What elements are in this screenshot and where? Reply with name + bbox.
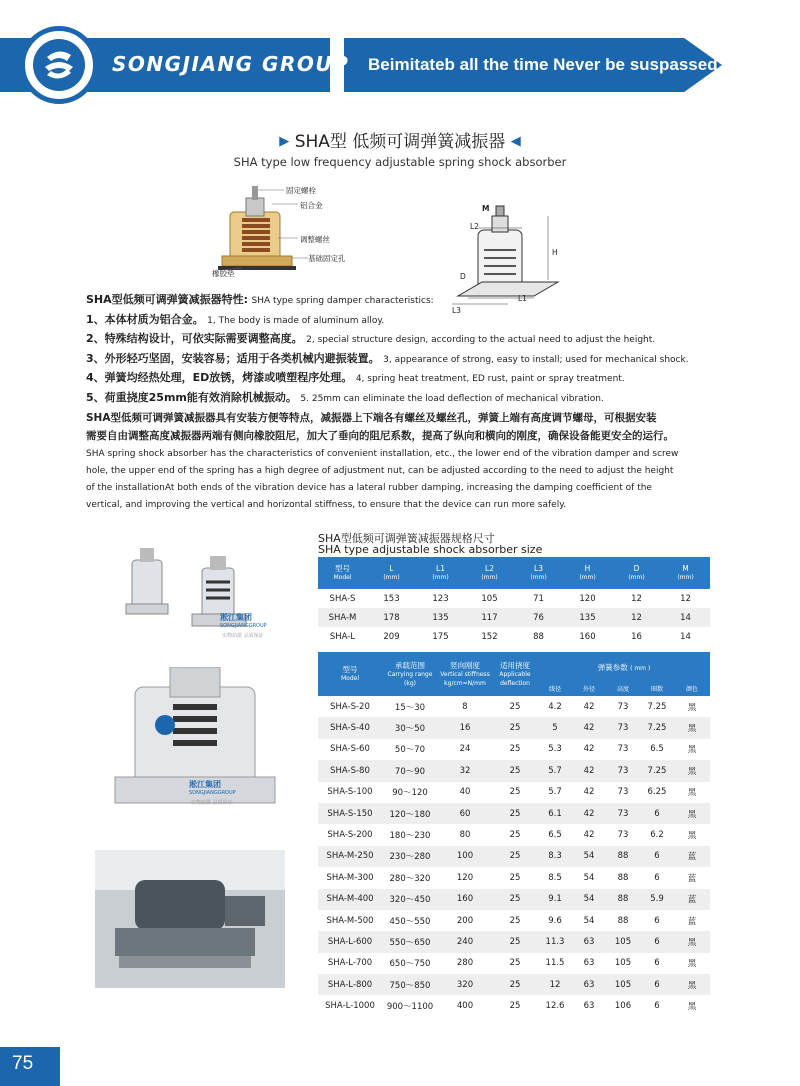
label-d: D xyxy=(460,272,466,281)
table-cell: 209 xyxy=(367,627,416,646)
table-cell: 25 xyxy=(492,931,538,952)
brand-name: SONGJIANG GROUP xyxy=(112,52,350,76)
table-cell: 25 xyxy=(492,867,538,888)
table-cell: 黑 xyxy=(674,953,710,974)
table-cell: 6 xyxy=(640,803,674,824)
table-row xyxy=(318,974,710,995)
table-row xyxy=(318,953,710,974)
table-row xyxy=(318,824,710,845)
table-cell: SHA-S-200 xyxy=(318,824,382,845)
label-pad: 橡胶垫 xyxy=(212,269,235,278)
table-cell: 105 xyxy=(606,974,640,995)
table-cell: 153 xyxy=(367,589,416,608)
table-row xyxy=(318,760,710,781)
table-cell: SHA-L-1000 xyxy=(318,995,382,1016)
table-cell: 5.3 xyxy=(538,739,572,760)
table-cell: 25 xyxy=(492,846,538,867)
table-row xyxy=(318,739,710,760)
label-bolt: 固定螺栓 xyxy=(286,186,316,195)
table-cell: 6.5 xyxy=(538,824,572,845)
machine-installation-photo xyxy=(95,850,285,988)
table-cell: 30～50 xyxy=(382,717,438,738)
table-cell: 5.9 xyxy=(640,889,674,910)
table-cell: 105 xyxy=(606,931,640,952)
table-cell: 120～180 xyxy=(382,803,438,824)
table-cell: 14 xyxy=(661,627,710,646)
table-cell: 240 xyxy=(438,931,492,952)
spec-header-spring: 弹簧参数 ( mm ) xyxy=(538,652,710,683)
label-l3: L3 xyxy=(452,306,461,315)
table-cell: 12 xyxy=(538,974,572,995)
label-alloy: 铝合金 xyxy=(300,201,323,210)
table-cell: 230～280 xyxy=(382,846,438,867)
table-row xyxy=(318,608,710,627)
table-cell: 4.2 xyxy=(538,696,572,717)
table-cell: 900～1100 xyxy=(382,995,438,1016)
spec-subheader-wire: 线径 xyxy=(538,683,572,696)
table-cell: 73 xyxy=(606,803,640,824)
table-cell: 9.1 xyxy=(538,889,572,910)
table-cell: 100 xyxy=(438,846,492,867)
desc-en-line: of the installationAt both ends of the vibration device has a lateral rubber damping, increasing the damping coefficient of the xyxy=(86,482,652,493)
label-hole: 基础固定孔 xyxy=(308,254,346,263)
table-cell: SHA-S-150 xyxy=(318,803,382,824)
logo xyxy=(20,26,98,104)
table-cell: 135 xyxy=(416,608,465,627)
desc-cn-line: 需要自由调整高度减振器两端有侧向橡胶阻尼，加大了垂向的阻尼系数，提高了纵向和横向的刚度，确保设备能更安全的运行。 xyxy=(86,430,674,443)
brand-watermark-sub: SONGJIANGGROUP xyxy=(189,790,236,796)
feature-item: 2、特殊结构设计，可依实际需要调整高度。 2, special structure design, according to the actual need to adjust the height. xyxy=(86,332,656,346)
table-cell: SHA-M-500 xyxy=(318,910,382,931)
spec-header-stiffness: 竖向刚度 Vertical stiffness kg/cm=N/mm xyxy=(438,652,492,696)
size-header-d: D (mm) xyxy=(612,557,661,589)
size-table-caption-cn: SHA型低频可调弹簧减振器规格尺寸 xyxy=(318,532,495,545)
table-cell: 25 xyxy=(492,803,538,824)
table-cell: SHA-S xyxy=(318,589,367,608)
table-cell: 14 xyxy=(661,608,710,627)
table-cell: 11.3 xyxy=(538,931,572,952)
table-cell: 25 xyxy=(492,995,538,1016)
table-cell: 54 xyxy=(572,867,606,888)
table-row xyxy=(318,803,710,824)
table-cell: 6 xyxy=(640,995,674,1016)
desc-en-line: hole, the upper end of the spring has a high degree of adjustment nut, can be adjusted according to the need to adjust the height xyxy=(86,465,674,476)
table-cell: 60 xyxy=(438,803,492,824)
table-cell: 88 xyxy=(514,627,563,646)
table-cell: 320 xyxy=(438,974,492,995)
brand-watermark: 淞江集团 xyxy=(189,780,221,789)
table-cell: SHA-S-100 xyxy=(318,782,382,803)
table-cell: 63 xyxy=(572,974,606,995)
spec-header-range: 承载范围 Carrying range (kg) xyxy=(382,652,438,696)
table-cell: 73 xyxy=(606,782,640,803)
table-cell: 6.25 xyxy=(640,782,674,803)
product-photo-closeup xyxy=(95,667,290,817)
size-header-l3: L3 (mm) xyxy=(514,557,563,589)
cutaway-diagram xyxy=(212,182,362,280)
spec-subheader-height: 高度 xyxy=(606,683,640,696)
table-cell: 54 xyxy=(572,846,606,867)
table-cell: 5 xyxy=(538,717,572,738)
brand-watermark: 淞江集团 xyxy=(220,613,252,622)
logo-icon xyxy=(33,39,85,91)
table-cell: 73 xyxy=(606,696,640,717)
table-cell: 106 xyxy=(606,995,640,1016)
table-cell: 黑 xyxy=(674,824,710,845)
table-cell: 蓝 xyxy=(674,889,710,910)
table-row xyxy=(318,717,710,738)
feature-item: 1、本体材质为铝合金。 1, The body is made of aluminum alloy. xyxy=(86,312,385,326)
table-cell: 63 xyxy=(572,995,606,1016)
size-table xyxy=(318,557,710,646)
table-cell: 25 xyxy=(492,696,538,717)
table-cell: 6 xyxy=(640,910,674,931)
table-cell: 蓝 xyxy=(674,910,710,931)
brand-tag: 实物拍摄 品质保证 xyxy=(222,633,264,639)
table-row xyxy=(318,846,710,867)
table-cell: 73 xyxy=(606,717,640,738)
triangle-right-icon: ▶ xyxy=(279,134,290,149)
table-row xyxy=(318,782,710,803)
table-row xyxy=(318,995,710,1016)
table-cell: SHA-M-300 xyxy=(318,867,382,888)
triangle-left-icon: ◀ xyxy=(510,134,521,149)
table-cell: 42 xyxy=(572,760,606,781)
table-cell: 黑 xyxy=(674,717,710,738)
table-cell: SHA-S-40 xyxy=(318,717,382,738)
table-cell: 25 xyxy=(492,889,538,910)
brand-tag: 实物拍摄 品质保证 xyxy=(191,800,233,806)
feature-item: 4、弹簧均经热处理，ED放锈，烤漆或喷塑程序处理。 4, spring heat treatment, ED rust, paint or spray treatment. xyxy=(86,371,625,385)
table-row xyxy=(318,867,710,888)
product-photo-pair xyxy=(80,520,285,652)
table-cell: 54 xyxy=(572,910,606,931)
table-cell: 7.25 xyxy=(640,717,674,738)
table-cell: 152 xyxy=(465,627,514,646)
table-cell: 32 xyxy=(438,760,492,781)
table-cell: SHA-S-80 xyxy=(318,760,382,781)
features-heading: SHA型低频可调弹簧减振器特性: SHA type spring damper characteristics: xyxy=(86,293,434,306)
table-cell: 15～30 xyxy=(382,696,438,717)
table-cell: 25 xyxy=(492,910,538,931)
spec-subheader-od: 外径 xyxy=(572,683,606,696)
table-cell: 120 xyxy=(438,867,492,888)
table-cell: SHA-M-400 xyxy=(318,889,382,910)
table-cell: 12 xyxy=(661,589,710,608)
spec-subheader-coils: 圈数 xyxy=(640,683,674,696)
table-cell: 42 xyxy=(572,717,606,738)
spec-header-model: 型号 Model xyxy=(318,652,382,696)
table-cell: 73 xyxy=(606,760,640,781)
label-h: H xyxy=(552,248,558,257)
table-cell: SHA-L xyxy=(318,627,367,646)
table-cell: 54 xyxy=(572,889,606,910)
table-cell: 6 xyxy=(640,846,674,867)
table-cell: 16 xyxy=(438,717,492,738)
table-cell: 6 xyxy=(640,953,674,974)
table-cell: 6 xyxy=(640,931,674,952)
desc-en-line: SHA spring shock absorber has the characteristics of convenient installation, etc., the lower end of the vibration damper and screw xyxy=(86,448,679,459)
table-cell: 650～750 xyxy=(382,953,438,974)
spec-header-deflection: 适用挠度 Applicable deflection xyxy=(492,652,538,696)
table-row xyxy=(318,696,710,717)
table-cell: SHA-M-250 xyxy=(318,846,382,867)
table-cell: 42 xyxy=(572,739,606,760)
table-cell: 76 xyxy=(514,608,563,627)
table-cell: 黑 xyxy=(674,803,710,824)
table-cell: 16 xyxy=(612,627,661,646)
table-cell: 105 xyxy=(606,953,640,974)
table-cell: 750～850 xyxy=(382,974,438,995)
features-section xyxy=(86,291,726,514)
table-cell: 42 xyxy=(572,803,606,824)
table-cell: 70～90 xyxy=(382,760,438,781)
table-cell: 120 xyxy=(563,589,612,608)
table-cell: 24 xyxy=(438,739,492,760)
table-cell: SHA-L-600 xyxy=(318,931,382,952)
table-cell: 90～120 xyxy=(382,782,438,803)
size-header-h: H (mm) xyxy=(563,557,612,589)
table-cell: 5.7 xyxy=(538,760,572,781)
table-cell: 320～450 xyxy=(382,889,438,910)
table-cell: 黑 xyxy=(674,760,710,781)
table-cell: 400 xyxy=(438,995,492,1016)
table-cell: 蓝 xyxy=(674,867,710,888)
table-cell: 73 xyxy=(606,739,640,760)
label-l1: L1 xyxy=(518,294,527,303)
table-cell: 25 xyxy=(492,760,538,781)
table-cell: 25 xyxy=(492,782,538,803)
table-cell: 40 xyxy=(438,782,492,803)
table-cell: SHA-S-20 xyxy=(318,696,382,717)
size-header-l: L (mm) xyxy=(367,557,416,589)
table-row xyxy=(318,889,710,910)
table-cell: 178 xyxy=(367,608,416,627)
table-cell: 88 xyxy=(606,889,640,910)
label-l2: L2 xyxy=(470,222,479,231)
table-cell: 450～550 xyxy=(382,910,438,931)
table-cell: 黑 xyxy=(674,931,710,952)
table-cell: 黑 xyxy=(674,739,710,760)
table-cell: 42 xyxy=(572,782,606,803)
table-row xyxy=(318,589,710,608)
table-cell: SHA-M xyxy=(318,608,367,627)
table-cell: 63 xyxy=(572,953,606,974)
table-cell: 175 xyxy=(416,627,465,646)
table-cell: 6 xyxy=(640,867,674,888)
table-cell: 550～650 xyxy=(382,931,438,952)
table-cell: SHA-L-700 xyxy=(318,953,382,974)
size-header-l2: L2 (mm) xyxy=(465,557,514,589)
table-cell: SHA-S-60 xyxy=(318,739,382,760)
size-table-caption-en: SHA type adjustable shock absorber size xyxy=(318,543,543,556)
table-cell: 6.5 xyxy=(640,739,674,760)
table-cell: 280～320 xyxy=(382,867,438,888)
table-cell: 160 xyxy=(438,889,492,910)
table-cell: 123 xyxy=(416,589,465,608)
table-cell: 8.5 xyxy=(538,867,572,888)
table-cell: 12 xyxy=(612,589,661,608)
table-cell: 180～230 xyxy=(382,824,438,845)
spec-subheader-color: 颜色 xyxy=(674,683,710,696)
table-cell: 63 xyxy=(572,931,606,952)
table-cell: SHA-L-800 xyxy=(318,974,382,995)
table-cell: 71 xyxy=(514,589,563,608)
table-cell: 黑 xyxy=(674,782,710,803)
table-cell: 6.1 xyxy=(538,803,572,824)
page-subtitle: SHA type low frequency adjustable spring shock absorber xyxy=(233,155,567,169)
title-cn: SHA型 低频可调弹簧减振器 xyxy=(294,132,506,152)
table-cell: 117 xyxy=(465,608,514,627)
table-cell: 7.25 xyxy=(640,696,674,717)
table-cell: 25 xyxy=(492,739,538,760)
table-cell: 160 xyxy=(563,627,612,646)
size-header-model: 型号 Model xyxy=(318,557,367,589)
table-cell: 25 xyxy=(492,824,538,845)
spec-table xyxy=(318,652,710,1017)
table-cell: 9.6 xyxy=(538,910,572,931)
table-cell: 6.2 xyxy=(640,824,674,845)
table-cell: 12.6 xyxy=(538,995,572,1016)
table-cell: 8.3 xyxy=(538,846,572,867)
table-cell: 6 xyxy=(640,974,674,995)
label-screw: 调整螺丝 xyxy=(300,235,330,244)
table-cell: 7.25 xyxy=(640,760,674,781)
table-cell: 25 xyxy=(492,953,538,974)
table-row xyxy=(318,910,710,931)
desc-cn-line: SHA型低频可调弹簧减振器具有安装方便等特点，减振器上下端各有螺丝及螺丝孔，弹簧上端有高度调节螺母，可根据安装 xyxy=(86,411,657,424)
table-cell: 11.5 xyxy=(538,953,572,974)
page-number: 75 xyxy=(0,1047,60,1086)
brand-watermark-sub: SONGJIANGGROUP xyxy=(220,623,267,629)
table-cell: 42 xyxy=(572,696,606,717)
table-row xyxy=(318,931,710,952)
feature-item: 3、外形轻巧坚固，安装容易；适用于各类机械内避振装置。 3, appearance of strong, easy to install; used for mechanical shock. xyxy=(86,351,689,365)
table-cell: 50～70 xyxy=(382,739,438,760)
table-cell: 8 xyxy=(438,696,492,717)
table-cell: 280 xyxy=(438,953,492,974)
table-cell: 105 xyxy=(465,589,514,608)
table-cell: 25 xyxy=(492,974,538,995)
slogan: Beimitateb all the time Never be suspassed xyxy=(368,55,718,74)
table-row xyxy=(318,627,710,646)
table-cell: 5.7 xyxy=(538,782,572,803)
table-cell: 135 xyxy=(563,608,612,627)
table-cell: 12 xyxy=(612,608,661,627)
table-cell: 88 xyxy=(606,867,640,888)
size-header-l1: L1 (mm) xyxy=(416,557,465,589)
table-cell: 蓝 xyxy=(674,846,710,867)
table-cell: 73 xyxy=(606,824,640,845)
table-cell: 黑 xyxy=(674,974,710,995)
table-cell: 80 xyxy=(438,824,492,845)
table-cell: 黑 xyxy=(674,995,710,1016)
table-cell: 200 xyxy=(438,910,492,931)
page-title xyxy=(0,127,800,152)
table-cell: 黑 xyxy=(674,696,710,717)
table-cell: 88 xyxy=(606,846,640,867)
label-m: M xyxy=(482,204,490,213)
desc-en-line: vertical, and improving the vertical and horizontal stiffness, to ensure that the device can run more safely. xyxy=(86,499,567,510)
table-cell: 42 xyxy=(572,824,606,845)
table-cell: 88 xyxy=(606,910,640,931)
table-cell: 25 xyxy=(492,717,538,738)
size-header-m: M (mm) xyxy=(661,557,710,589)
feature-item: 5、荷重挠度25mm能有效消除机械振动。 5. 25mm can eliminate the load deflection of mechanical vibration. xyxy=(86,390,604,404)
